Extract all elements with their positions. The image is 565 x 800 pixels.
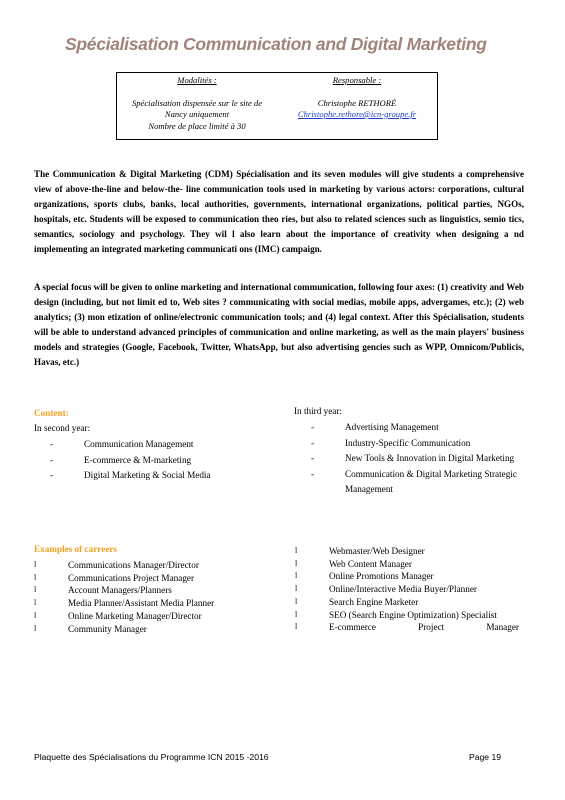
responsible-email-link[interactable]: Christophe.rethore@icn-groupe.fr xyxy=(297,109,417,119)
list-item: - New Tools & Innovation in Digital Marketing xyxy=(311,453,515,463)
list-item: l SEO (Search Engine Optimization) Specialist xyxy=(295,609,497,620)
page-number: Page 19 xyxy=(469,752,502,762)
modalities-column xyxy=(117,75,277,132)
list-item: l Online Promotions Manager xyxy=(295,571,434,582)
responsible-name: Christophe RETHORÉ xyxy=(317,97,397,108)
third-year-label: In third year: xyxy=(294,406,342,416)
page-title: Spécialisation Communication and Digital Marketing xyxy=(65,34,487,54)
careers-heading: Examples of carreers xyxy=(34,544,118,554)
modalities-box xyxy=(116,72,438,140)
second-year-list xyxy=(50,437,211,484)
responsible-heading: Responsable : xyxy=(332,75,382,85)
list-item: - Digital Marketing & Social Media xyxy=(50,470,211,480)
responsible-column xyxy=(277,75,437,121)
list-item: - Communication Management xyxy=(50,439,194,449)
careers-right-list xyxy=(295,545,519,634)
content-heading: Content: xyxy=(34,408,69,418)
list-item: l Online Marketing Manager/Director xyxy=(34,610,202,621)
list-item: l Community Manager xyxy=(34,623,147,634)
modalities-line: Spécialisation dispensée sur le site de xyxy=(131,97,263,108)
list-item: - Advertising Management xyxy=(311,422,439,432)
second-year-label: In second year: xyxy=(34,423,91,433)
list-item: l Communications Project Manager xyxy=(34,572,195,583)
list-item: l Media Planner/Assistant Media Planner xyxy=(34,598,215,609)
list-item: - Communication & Digital Marketing Strategic Management xyxy=(311,468,517,494)
list-item: l Search Engine Marketer xyxy=(295,596,419,607)
list-item: l Webmaster/Web Designer xyxy=(295,546,425,556)
modalities-heading: Modalités : xyxy=(177,75,217,85)
footer-text: Plaquette des Spécialisations du Programme ICN 2015 -2016 xyxy=(34,752,269,762)
list-item: l Communications Manager/Director xyxy=(34,560,199,570)
third-year-list xyxy=(311,420,531,497)
list-item: - E-commerce & M-marketing xyxy=(50,454,192,465)
intro-paragraph: The Communication & Digital Marketing (CDM) Spécialisation and its seven modules will give students a comprehensive view of above-the-line and below-the- line communication tools used in marketing by various actors: corporations, cultural organizations, sports clubs, banks, local authorities, governments, international organizations, political parties, NGOs, hospitals, etc. Students will be exposed to communication theo ries, but also to related sciences such as linguistics, semio tics, semantics, sociology and psychology. They wil l also learn about the importance of creativity when designing a nd implementing an integrated marketing communicati ons (IMC) campaign. xyxy=(34,169,524,254)
list-item: l Web Content Manager xyxy=(295,558,412,569)
list-item: - Industry-Specific Communication xyxy=(311,437,471,448)
modalities-line: Nancy uniquement xyxy=(164,109,230,119)
focus-paragraph: A special focus will be given to online marketing and international communication, following four axes: (1) creativity and Web design (including, but not limit ed to, Web sites ? communicating with social medias, mobile apps, advergames, etc.); (2) web analytics; (3) mon etization of online/electronic communication tools; and (4) legal context. After this Spécialisation, students will be able to understand advanced principles of communication and online marketing, as well as the main players' business models and strategies (Google, Facebook, Twitter, WhatsApp, but also advertising gencies such as WPP, Omnicom/Publicis, Havas, etc.) xyxy=(34,282,524,367)
list-item: l Account Managers/Planners xyxy=(34,585,172,596)
list-item: l Online/Interactive Media Buyer/Planner xyxy=(295,584,477,595)
list-item: l E-commerce Project Manager xyxy=(295,622,519,633)
modalities-line: Nombre de place limité à 30 xyxy=(148,120,246,131)
careers-left-list xyxy=(34,559,214,635)
